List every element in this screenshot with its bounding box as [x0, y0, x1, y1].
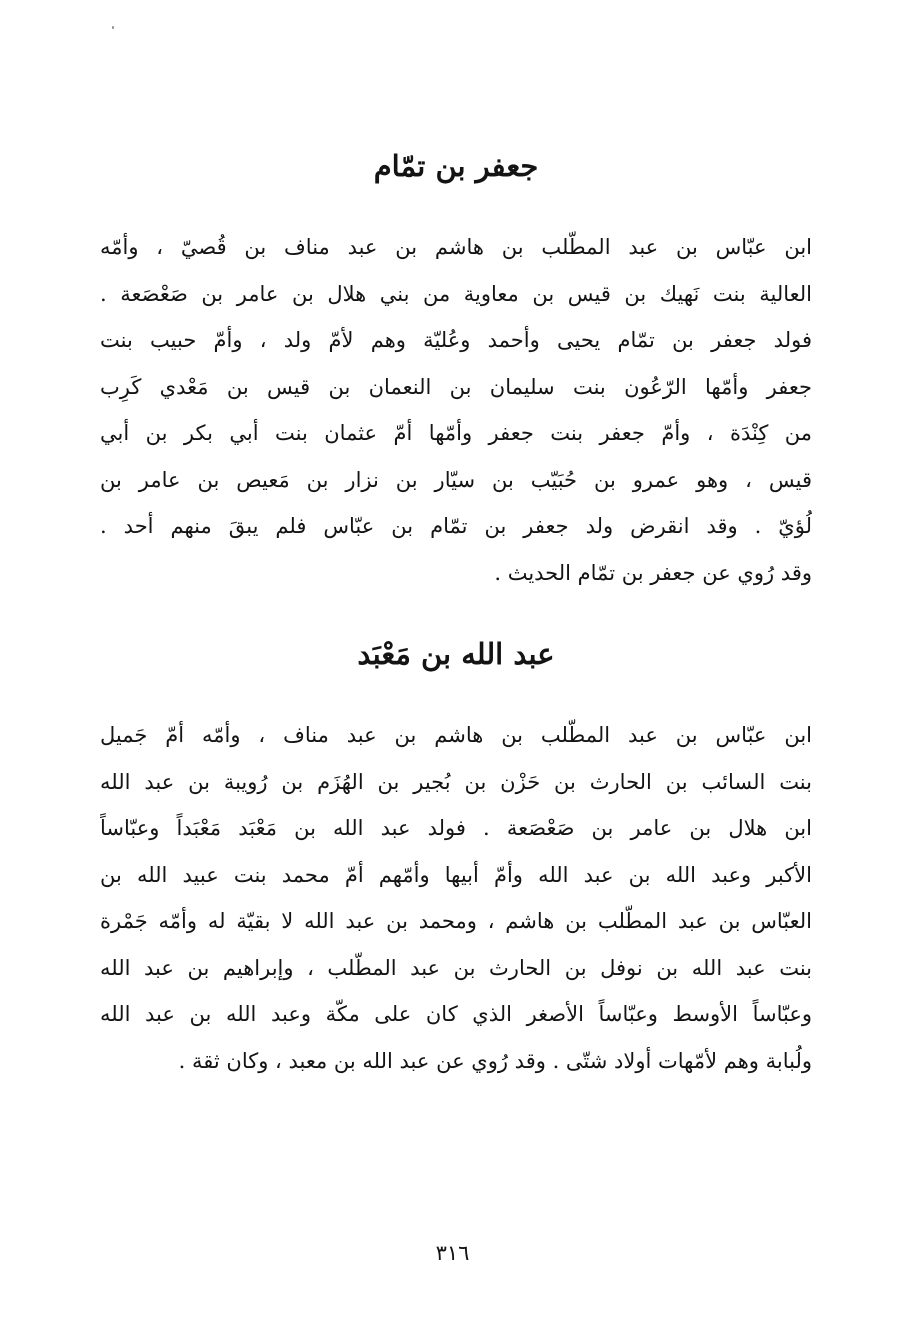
text-line: بنت السائب بن الحارث بن حَزْن بن بُجير بن الهُزَم بن رُويبة بن عبد الله: [100, 769, 812, 794]
text-line: وقد رُوي عن جعفر بن تمّام الحديث .: [494, 560, 812, 585]
text-line: الأكبر وعبد الله بن عبد الله وأمّ أبيها وأمّهم أمّ محمد بنت عبيد الله بن: [100, 862, 812, 887]
scan-speck: [112, 26, 114, 29]
text-line: جعفر وأمّها الرّعُون بنت سليمان بن النعمان بن قيس بن مَعْدي كَرِب: [100, 374, 812, 399]
section-title: عبد الله بن مَعْبَد: [357, 637, 555, 671]
section-body: [100, 224, 812, 596]
text-line: العبّاس بن عبد المطّلب بن هاشم ، ومحمد بن عبد الله لا بقيّة له وأمّه جَمْرة: [100, 909, 812, 933]
text-line: لُؤيّ . وقد انقرض ولد جعفر بن تمّام بن عبّاس فلم يبقَ منهم أحد .: [100, 514, 812, 538]
text-line: ابن هلال بن عامر بن صَعْصَعة . فولد عبد الله بن مَعْبَد مَعْبَداً وعبّاساً: [100, 816, 812, 840]
text-line: قيس ، وهو عمرو بن حُبَيّب بن سيّار بن نزار بن مَعيص بن عامر بن: [100, 467, 812, 492]
section-jafar: [100, 146, 812, 596]
text-line: بنت عبد الله بن نوفل بن الحارث بن عبد المطّلب ، وإبراهيم بن عبد الله: [100, 955, 812, 980]
section-title: جعفر بن تمّام: [373, 149, 539, 183]
section-body: [100, 712, 812, 1084]
text-line: من كِنْدَة ، وأمّ جعفر بنت جعفر وأمّها أمّ عثمان بنت أبي بكر بن أبي: [100, 421, 812, 445]
section-abdullah: [100, 634, 812, 1084]
text-line: العالية بنت نَهيك بن قيس بن معاوية من بني هلال بن عامر بن صَعْصَعة .: [100, 281, 812, 306]
text-line: ابن عبّاس بن عبد المطّلب بن هاشم بن عبد مناف بن قُصيّ ، وأمّه: [100, 235, 812, 259]
page-number: ٣١٦: [435, 1241, 470, 1265]
text-line: وعبّاساً الأوسط وعبّاساً الأصغر الذي كان على مكّة وعبد الله بن عبد الله: [100, 1002, 812, 1026]
text-line: ولُبابة وهم لأمّهات أولاد شتّى . وقد رُوي عن عبد الله بن معبد ، وكان ثقة .: [178, 1048, 812, 1073]
text-line: ابن عبّاس بن عبد المطّلب بن هاشم بن عبد مناف ، وأمّه أمّ جَميل: [100, 723, 812, 747]
text-line: فولد جعفر بن تمّام يحيى وأحمد وعُليّة وهم لأمّ ولد ، وأمّ حبيب بنت: [100, 328, 812, 352]
